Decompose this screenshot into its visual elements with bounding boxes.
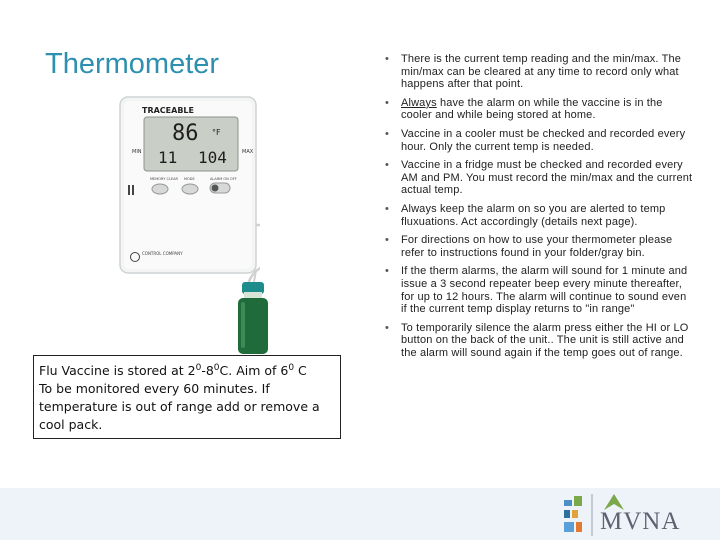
bullet-text: have the alarm on while the vaccine is in the cooler and while being stored at home. — [401, 96, 663, 122]
bullet-item — [385, 159, 695, 197]
bullet-item — [385, 265, 695, 315]
note-text: C. Aim of 6 — [219, 363, 289, 379]
bullet-text: Always keep the alarm on so you are alerted to temp fluxuations. Act accordingly (details next page). — [401, 202, 666, 228]
device-min-temp: 11 — [158, 148, 178, 167]
bullet-text: There is the current temp reading and the min/max. The min/max can be cleared at any time to record only what happens after that point. — [401, 53, 681, 91]
bullet-item — [385, 203, 695, 228]
note-superscript: 0 — [213, 363, 220, 373]
bullet-list — [385, 53, 695, 365]
bullet-text: If the therm alarms, the alarm will sound for 1 minute and issue a 3 second repeater beep every minute thereafter, for up to 12 hours. The alarm will continue to sound even if the current temp display returns to "in range" — [401, 265, 688, 316]
bullet-dot: • — [385, 202, 390, 215]
bullet-dot: • — [385, 127, 390, 140]
bullet-dot: • — [385, 234, 390, 247]
device-current-temp: 86 — [172, 121, 199, 146]
bullet-dot: • — [385, 53, 390, 65]
thermometer-device-image — [118, 95, 260, 295]
mvna-logo-text: MVNA — [600, 508, 681, 535]
device-max-temp: 104 — [198, 148, 227, 167]
note-line-4: cool pack. — [39, 417, 103, 433]
bullet-dot: • — [385, 321, 390, 334]
note-line-2: To be monitored every 60 minutes. If — [39, 381, 270, 397]
note-text: C — [294, 363, 307, 379]
bullet-item — [385, 128, 695, 153]
device-current-unit: °F — [212, 128, 221, 137]
vaccine-probe-bottle-image — [232, 270, 272, 356]
bullet-dot: • — [385, 96, 390, 109]
device-brand: TRACEABLE — [142, 106, 194, 115]
device-max-label: MAX — [242, 149, 254, 155]
bullet-item — [385, 322, 695, 360]
device-button-mode: MODE — [184, 177, 195, 181]
device-min-label: MIN — [132, 149, 142, 155]
bullet-text: To temporarily silence the alarm press either the HI or LO button on the back of the unit.. The unit is still active and the alarm will sound again if the temp goes out of range. — [401, 321, 689, 359]
device-button-alarm: ALARM ON OFF — [210, 177, 237, 181]
note-text: Flu Vaccine is stored at 2 — [39, 363, 196, 379]
bullet-emphasis: Always — [401, 96, 437, 109]
slide-title: Thermometer — [45, 48, 220, 80]
bullet-text: For directions on how to use your thermometer please refer to instructions found in your folder/gray bin. — [401, 234, 673, 259]
bullet-text: Vaccine in a cooler must be checked and recorded every hour. Only the current temp is needed. — [401, 127, 686, 153]
device-button-memory: MEMORY CLEAR — [150, 177, 178, 181]
bullet-dot: • — [385, 265, 390, 278]
note-line-3: temperature is out of range add or remove a — [39, 399, 320, 415]
bullet-item — [385, 53, 695, 91]
note-line-1 — [39, 359, 339, 380]
device-company: CONTROL COMPANY — [142, 251, 183, 256]
note-text: -8 — [201, 363, 214, 379]
note-superscript: 0 — [288, 363, 295, 373]
note-superscript: 0 — [195, 363, 202, 373]
vaccine-storage-note — [39, 359, 339, 434]
bullet-item — [385, 234, 695, 259]
bullet-item — [385, 97, 695, 122]
bullet-text: Vaccine in a fridge must be checked and recorded every AM and PM. You must record the min/max and the current actual temp. — [401, 159, 693, 197]
bullet-dot: • — [385, 159, 390, 172]
